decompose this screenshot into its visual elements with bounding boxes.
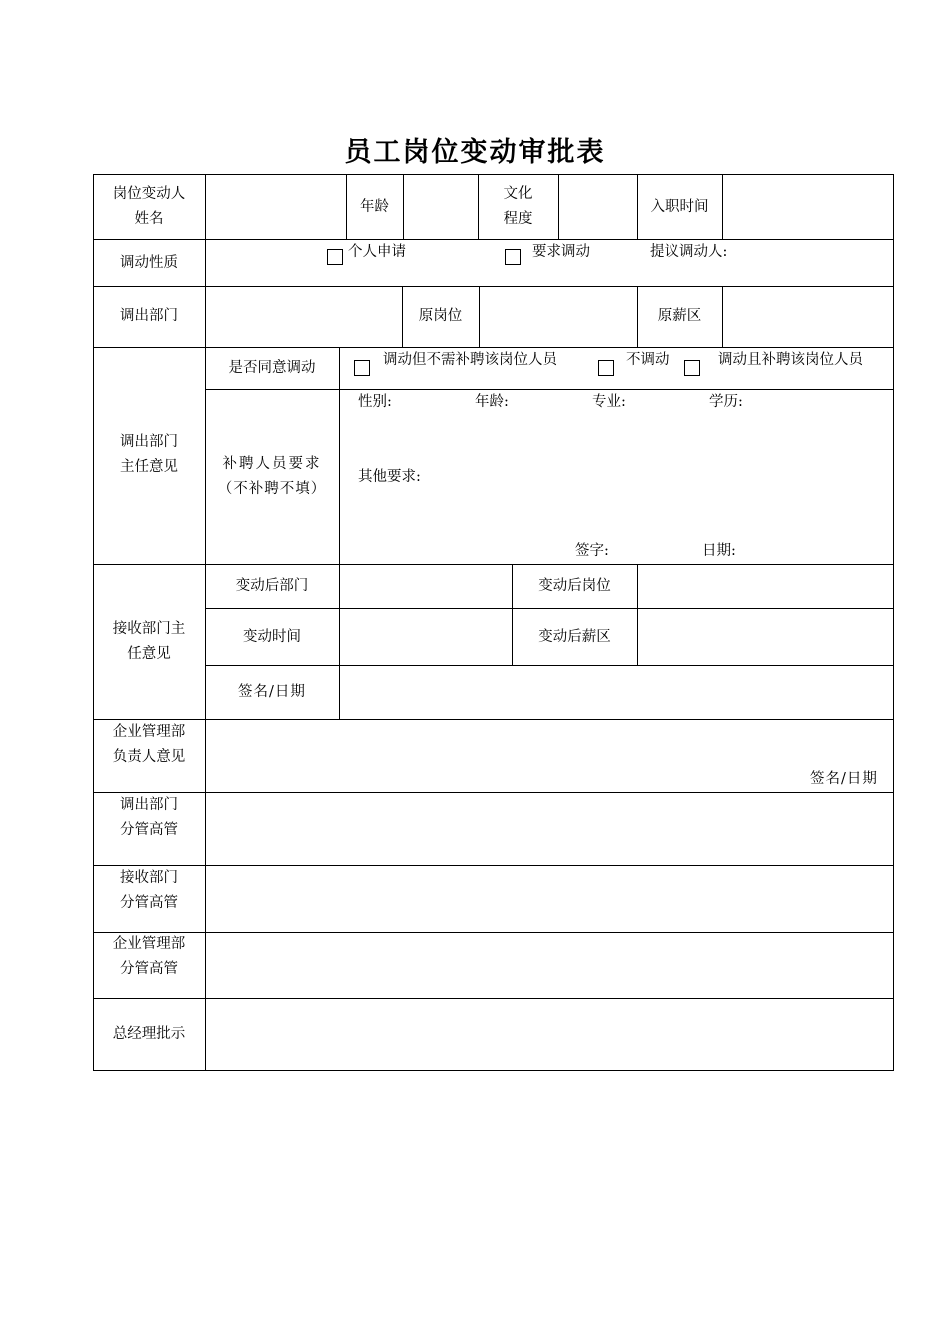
mgmt-opinion-label: 企业管理部 — [112, 724, 186, 740]
table-border — [403, 174, 404, 239]
degree-label: 学历: — [709, 394, 743, 410]
transfer-time-label: 变动时间 — [243, 629, 301, 645]
table-border — [893, 174, 894, 1071]
rehire-requirements-note: （不补聘不填） — [217, 481, 327, 497]
table-border — [93, 719, 894, 720]
rehire-checkbox[interactable] — [684, 360, 700, 376]
mgmt-exec-label-2: 分管高管 — [120, 961, 178, 977]
gm-approval-label: 总经理批示 — [112, 1026, 186, 1042]
out-exec-label: 调出部门 — [120, 797, 178, 813]
required-transfer-option: 要求调动 — [532, 244, 590, 260]
table-border — [205, 608, 894, 609]
table-border — [205, 174, 206, 1071]
table-border — [93, 1070, 894, 1071]
table-border — [558, 174, 559, 239]
out-dept-opinion-label: 调出部门 — [120, 434, 178, 450]
mgmt-sign-date-label: 签名/日期 — [810, 771, 878, 787]
table-border — [93, 286, 894, 287]
table-border — [93, 865, 894, 866]
no-rehire-option: 调动但不需补聘该岗位人员 — [383, 352, 557, 368]
agree-transfer-label: 是否同意调动 — [228, 360, 316, 376]
table-border — [479, 286, 480, 347]
out-dept-label: 调出部门 — [120, 308, 178, 324]
personal-request-checkbox[interactable] — [327, 249, 343, 265]
table-border — [93, 174, 894, 175]
signature-label: 签字: — [575, 543, 609, 559]
mgmt-exec-label: 企业管理部 — [112, 936, 186, 952]
proposer-label: 提议调动人: — [650, 244, 728, 260]
education-label-2: 程度 — [503, 211, 533, 227]
table-border — [722, 174, 723, 239]
recv-opinion-label-2: 任意见 — [127, 646, 171, 662]
out-exec-label-2: 分管高管 — [120, 822, 178, 838]
required-transfer-checkbox[interactable] — [505, 249, 521, 265]
mgmt-opinion-label-2: 负责人意见 — [112, 749, 186, 765]
recv-exec-label: 接收部门 — [120, 870, 178, 886]
gender-label: 性别: — [358, 394, 392, 410]
education-label: 文化 — [503, 186, 533, 202]
table-border — [637, 564, 638, 665]
orig-salary-label: 原薪区 — [657, 308, 702, 324]
table-border — [205, 389, 894, 390]
no-transfer-option: 不调动 — [626, 352, 670, 368]
rehire-option: 调动且补聘该岗位人员 — [718, 352, 863, 368]
table-border — [722, 286, 723, 347]
recv-exec-label-2: 分管高管 — [120, 895, 178, 911]
orig-post-label: 原岗位 — [418, 308, 463, 324]
table-border — [93, 564, 894, 565]
transfer-nature-label: 调动性质 — [120, 255, 178, 271]
new-dept-label: 变动后部门 — [235, 578, 309, 594]
table-border — [93, 792, 894, 793]
form-title: 员工岗位变动审批表 — [344, 137, 606, 168]
personal-request-option: 个人申请 — [348, 244, 406, 260]
table-border — [205, 665, 894, 666]
table-border — [93, 932, 894, 933]
no-transfer-checkbox[interactable] — [598, 360, 614, 376]
req-age-label: 年龄: — [475, 394, 509, 410]
major-label: 专业: — [592, 394, 626, 410]
name-label: 岗位变动人 — [112, 186, 186, 202]
out-dept-opinion-label-2: 主任意见 — [120, 459, 178, 475]
age-label: 年龄 — [360, 199, 389, 215]
date-label: 日期: — [702, 543, 736, 559]
recv-sign-date-label: 签名/日期 — [238, 684, 306, 700]
rehire-requirements-label: 补聘人员要求 — [222, 456, 322, 472]
other-requirements-label: 其他要求: — [358, 469, 421, 485]
table-border — [93, 239, 894, 240]
name-label-2: 姓名 — [134, 211, 164, 227]
new-salary-label: 变动后薪区 — [538, 629, 611, 645]
table-border — [93, 998, 894, 999]
recv-opinion-label: 接收部门主 — [112, 621, 186, 637]
join-date-label: 入职时间 — [650, 199, 709, 215]
new-post-label: 变动后岗位 — [538, 578, 611, 594]
table-border — [339, 347, 340, 719]
no-rehire-checkbox[interactable] — [354, 360, 370, 376]
